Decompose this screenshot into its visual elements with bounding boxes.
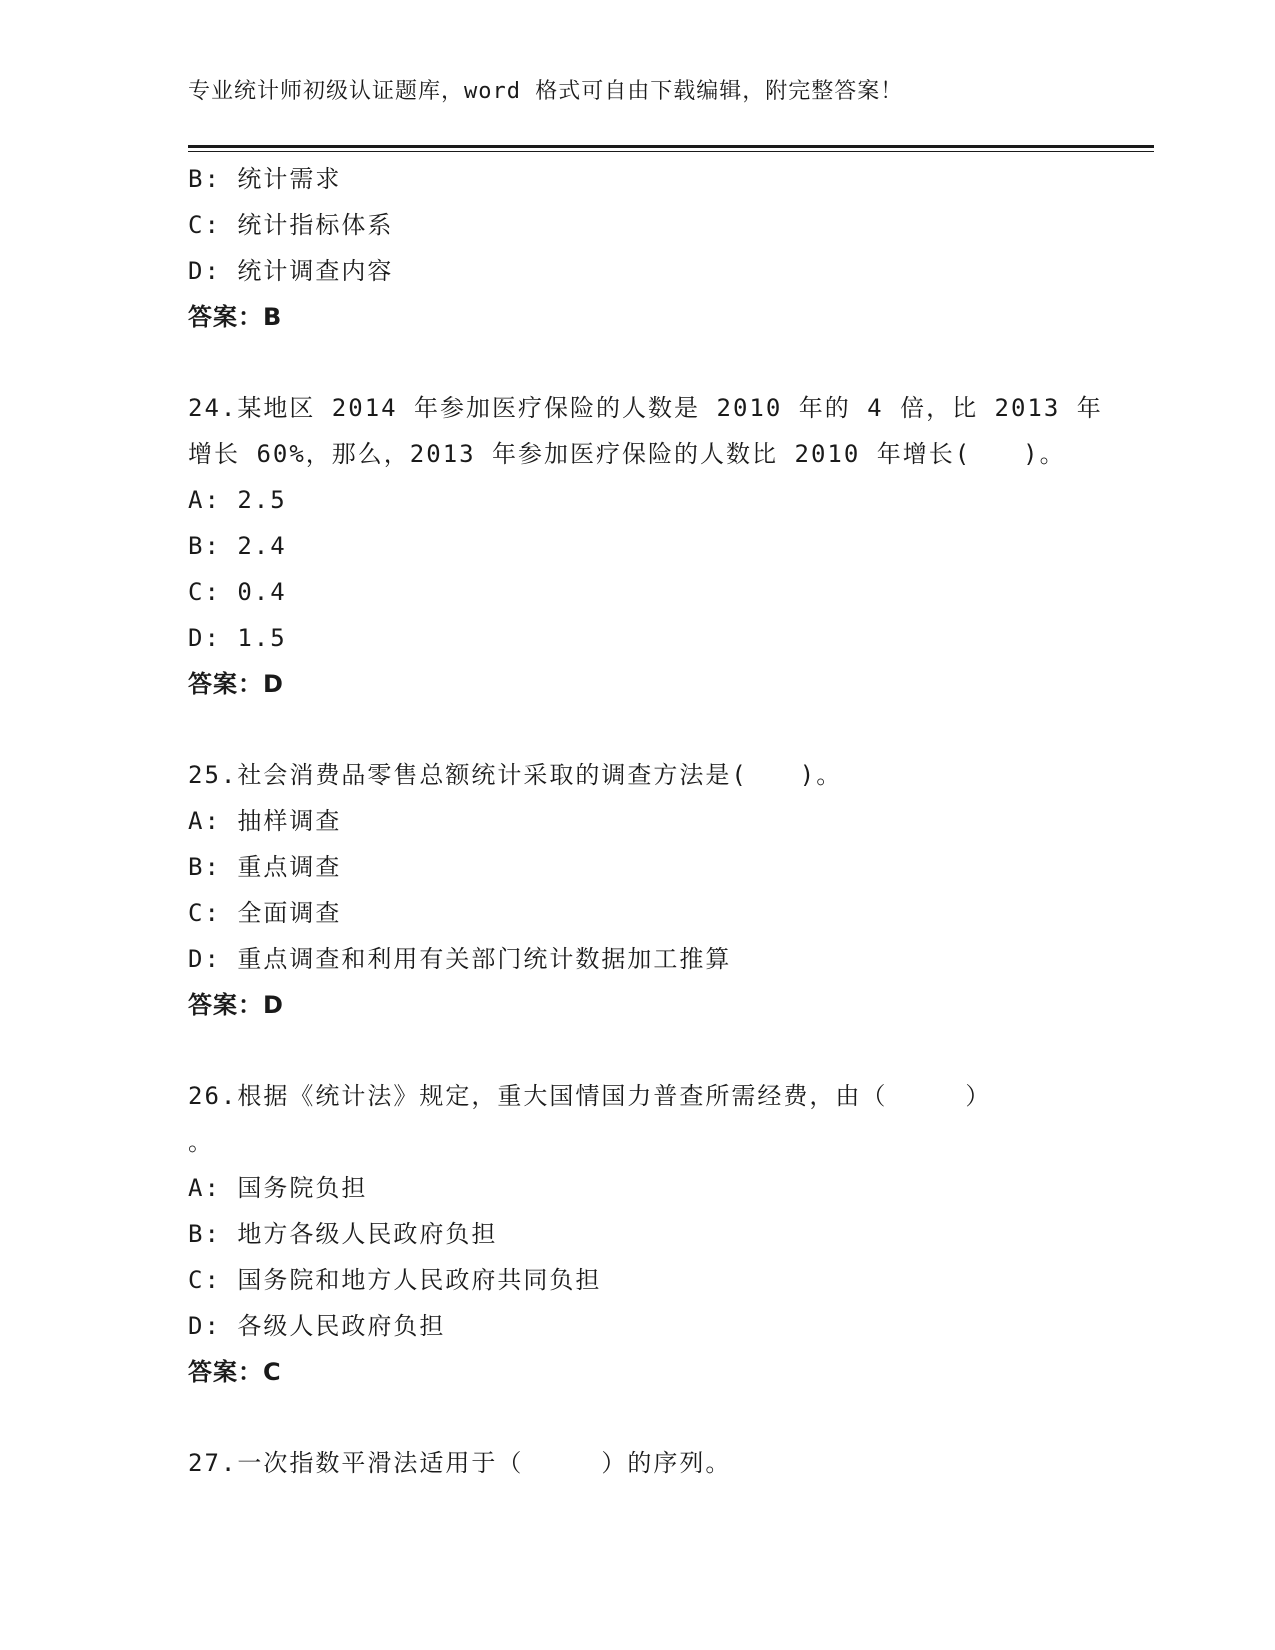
answer: 答案：B (188, 303, 283, 331)
question-text: 25.社会消费品零售总额统计采取的调查方法是( )。 (188, 761, 843, 789)
option-b: B: 重点调查 (188, 853, 342, 881)
option-c: C: 0.4 (188, 578, 287, 606)
question-text: 24.某地区 2014 年参加医疗保险的人数是 2010 年的 4 倍，比 2013 年 (188, 394, 1103, 422)
spacer (188, 340, 1088, 385)
answer: 答案：D (188, 991, 284, 1019)
question-27 (188, 1440, 1088, 1486)
spacer (188, 1395, 1088, 1440)
question-23 (188, 156, 1088, 340)
header-rule-thin (188, 151, 1154, 152)
spacer (188, 707, 1088, 752)
question-26 (188, 1073, 1088, 1395)
option-c: C: 统计指标体系 (188, 211, 394, 239)
question-text-continued: 。 (188, 1128, 214, 1156)
option-d: D: 1.5 (188, 624, 287, 652)
question-text: 26.根据《统计法》规定，重大国情国力普查所需经费，由（ ） (188, 1082, 992, 1110)
option-a: A: 国务院负担 (188, 1174, 368, 1202)
option-b: B: 2.4 (188, 532, 287, 560)
option-c: C: 国务院和地方人民政府共同负担 (188, 1266, 602, 1294)
page-header: 专业统计师初级认证题库，word 格式可自由下载编辑，附完整答案！ (188, 79, 904, 104)
option-b: B: 地方各级人民政府负担 (188, 1220, 498, 1248)
option-a: A: 抽样调查 (188, 807, 342, 835)
option-b: B: 统计需求 (188, 165, 342, 193)
question-text-continued: 增长 60%，那么，2013 年参加医疗保险的人数比 2010 年增长( )。 (188, 440, 1066, 468)
spacer (188, 1028, 1088, 1073)
question-text: 27.一次指数平滑法适用于（ ）的序列。 (188, 1449, 732, 1477)
answer: 答案：C (188, 1358, 282, 1386)
header-rule-thick (188, 145, 1154, 148)
question-25 (188, 752, 1088, 1028)
question-list (188, 156, 1103, 1486)
option-d: D: 重点调查和利用有关部门统计数据加工推算 (188, 945, 732, 973)
answer: 答案：D (188, 670, 284, 698)
question-24 (188, 385, 1103, 707)
option-d: D: 统计调查内容 (188, 257, 394, 285)
option-a: A: 2.5 (188, 486, 287, 514)
option-d: D: 各级人民政府负担 (188, 1312, 446, 1340)
option-c: C: 全面调查 (188, 899, 342, 927)
